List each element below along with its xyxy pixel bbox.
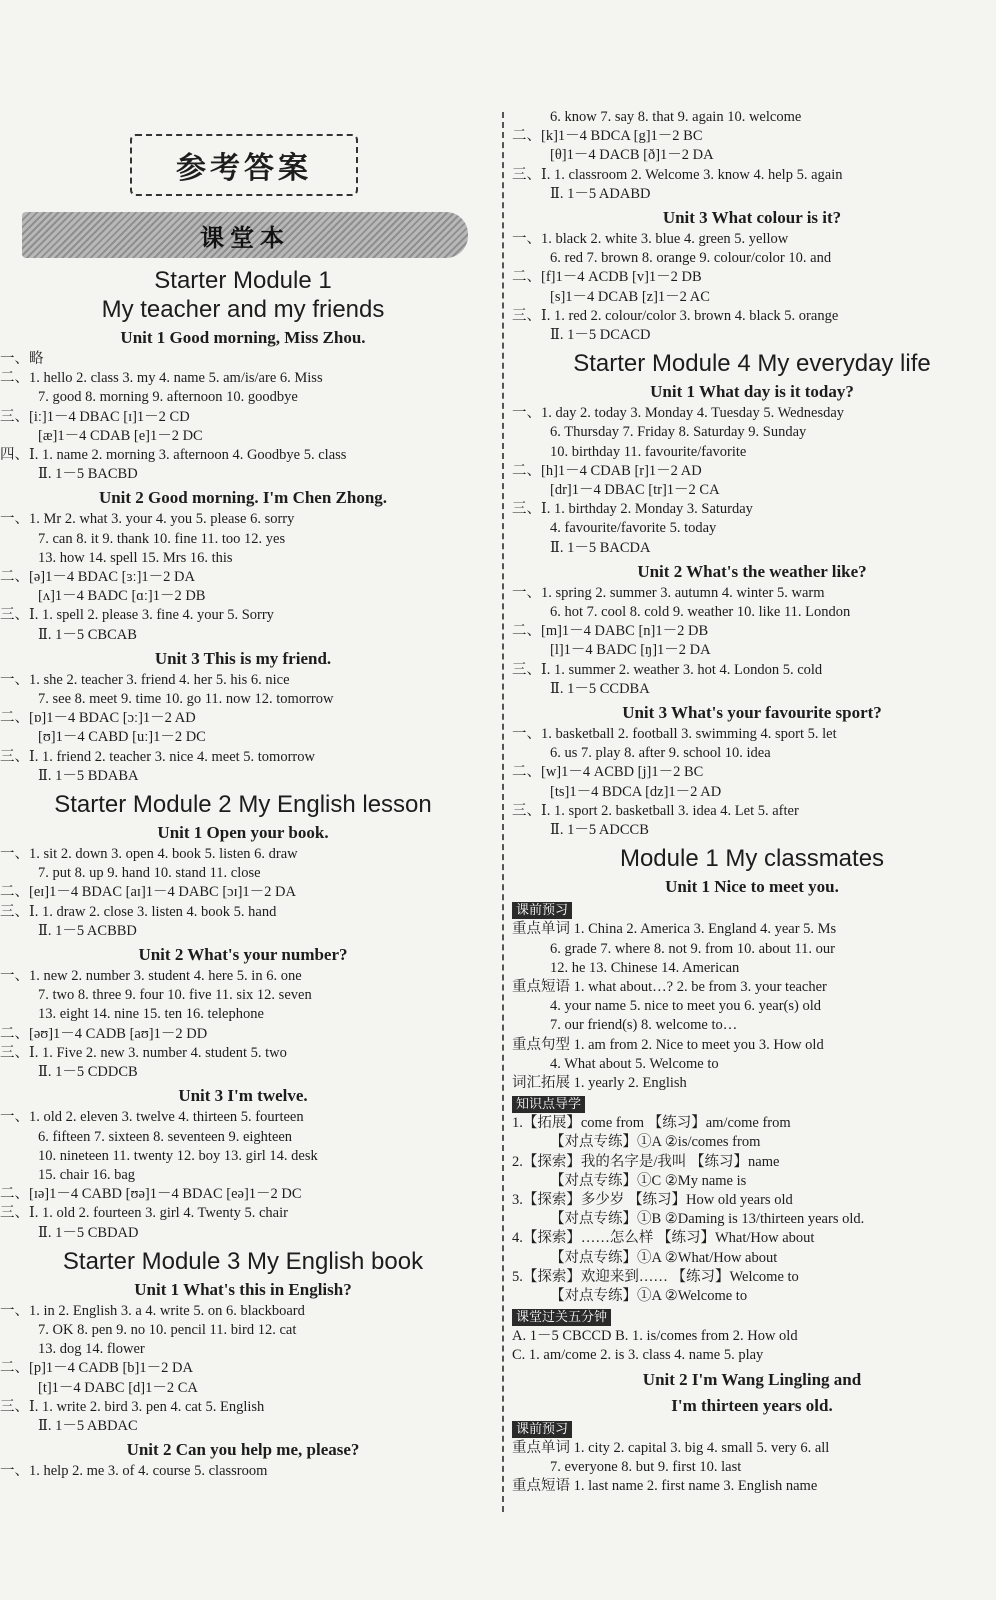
answer-line: 三、Ⅰ. 1. Five 2. new 3. number 4. student 5. two xyxy=(0,1044,287,1061)
answer-line: 一、略 xyxy=(0,351,44,367)
answer-block xyxy=(512,1327,992,1365)
answer-line: 一、1. new 2. number 3. student 4. here 5. in 6. one xyxy=(0,968,302,985)
answer-line: 一、1. Mr 2. what 3. your 4. you 5. please 6. sorry xyxy=(0,511,295,528)
answer-line: 重点句型 1. am from 2. Nice to meet you 3. How old xyxy=(512,1036,824,1053)
answer-line: 7. OK 8. pen 9. no 10. pencil 11. bird 12. cat xyxy=(38,1321,297,1338)
answer-line: 重点短语 1. last name 2. first name 3. English name xyxy=(512,1477,818,1494)
unit-heading: Unit 3 This is my friend. xyxy=(154,648,332,668)
answer-line: 7. everyone 8. but 9. first 10. last xyxy=(550,1458,742,1475)
answer-line: C. 1. am/come 2. is 3. class 4. name 5. play xyxy=(512,1347,764,1364)
answer-line: 二、[ə]1－4 BDAC [ɜː]1－2 DA xyxy=(0,569,195,586)
answer-line: 7. put 8. up 9. hand 10. stand 11. close xyxy=(38,865,261,882)
answer-line: [l]1－4 BADC [ŋ]1－2 DA xyxy=(550,642,711,659)
answer-line: Ⅱ. 1－5 CCDBA xyxy=(550,680,650,697)
answer-line: 二、[əʊ]1－4 CADB [aʊ]1－2 DD xyxy=(0,1025,208,1042)
answer-line: 二、[f]1－4 ACDB [v]1－2 DB xyxy=(512,269,702,286)
answer-line: 7. our friend(s) 8. welcome to… xyxy=(550,1017,738,1034)
answer-line: 二、1. hello 2. class 3. my 4. name 5. am/is/are 6. Miss xyxy=(0,370,323,387)
answer-line: 【对点专练】①B ②Daming is 13/thirteen years old. xyxy=(550,1211,865,1228)
answer-line: 1.【拓展】come from 【练习】am/come from xyxy=(512,1115,791,1132)
answer-line: 三、Ⅰ. 1. sport 2. basketball 3. idea 4. Let 5. after xyxy=(512,802,799,819)
answer-line: 三、Ⅰ. 1. summer 2. weather 3. hot 4. London 5. cold xyxy=(512,661,823,678)
answer-line: [s]1－4 DCAB [z]1－2 AC xyxy=(550,288,710,305)
unit-heading: Unit 1 Open your book. xyxy=(157,823,329,843)
answer-line: 词汇拓展 1. yearly 2. English xyxy=(512,1074,687,1091)
answer-line: 三、Ⅰ. 1. old 2. fourteen 3. girl 4. Twenty 5. chair xyxy=(0,1205,288,1222)
answer-line: 重点单词 1. city 2. capital 3. big 4. small 5. very 6. all xyxy=(512,1439,830,1456)
answer-block xyxy=(512,584,992,699)
section-banner: 课堂本 xyxy=(22,212,468,258)
class-check-tag: 课堂过关五分钟 xyxy=(512,1309,611,1326)
answer-block xyxy=(512,230,992,345)
answer-line: 12. he 13. Chinese 14. American xyxy=(550,959,740,976)
answer-line: 一、1. in 2. English 3. a 4. write 5. on 6. blackboard xyxy=(0,1302,305,1319)
answer-block xyxy=(512,108,992,204)
unit-heading: Unit 1 What's this in English? xyxy=(134,1279,352,1299)
answer-line: 2.【探索】我的名字是/我叫 【练习】name xyxy=(512,1153,780,1170)
answer-block xyxy=(0,845,486,941)
answer-line: 4.【探索】……怎么样 【练习】What/How about xyxy=(512,1230,815,1247)
answer-line: [t]1－4 DABC [d]1－2 CA xyxy=(38,1379,198,1396)
module-title: Starter Module 4 My everyday life xyxy=(573,350,931,378)
module-title: Starter Module 1 xyxy=(154,267,332,294)
answer-line: 5.【探索】欢迎来到…… 【练习】Welcome to xyxy=(512,1268,799,1285)
answer-line: A. 1－5 CBCCD B. 1. is/comes from 2. How old xyxy=(512,1328,798,1345)
answer-line: [æ]1－4 CDAB [e]1－2 DC xyxy=(38,427,203,444)
answer-line: 6. Thursday 7. Friday 8. Saturday 9. Sunday xyxy=(550,424,807,441)
answer-line: Ⅱ. 1－5 CBDAD xyxy=(38,1224,139,1241)
knowledge-tag: 知识点导学 xyxy=(512,1096,585,1113)
answer-line: 一、1. spring 2. summer 3. autumn 4. winter 5. warm xyxy=(512,584,825,601)
unit-heading-line-2: I'm thirteen years old. xyxy=(671,1395,833,1415)
answer-line: 6. grade 7. where 8. not 9. from 10. about 11. our xyxy=(550,940,835,957)
answer-line: Ⅱ. 1－5 ABDAC xyxy=(38,1417,138,1434)
answer-line: 6. us 7. play 8. after 9. school 10. idea xyxy=(550,745,771,762)
answer-block xyxy=(0,1302,486,1436)
answer-line: [dr]1－4 DBAC [tr]1－2 CA xyxy=(550,482,720,499)
answer-line: 二、[ɪə]1－4 CABD [ʊə]1－4 BDAC [eə]1－2 DC xyxy=(0,1186,302,1203)
answer-line: Ⅱ. 1－5 ACBBD xyxy=(38,922,137,939)
answer-line: 6. know 7. say 8. that 9. again 10. welcome xyxy=(550,109,802,125)
answer-block xyxy=(0,967,486,1082)
unit-heading: Unit 3 What colour is it? xyxy=(662,208,842,228)
answer-line: 一、1. old 2. eleven 3. twelve 4. thirteen 5. fourteen xyxy=(0,1109,304,1126)
answer-line: 二、[k]1－4 BDCA [g]1－2 BC xyxy=(512,128,703,145)
answer-line: Ⅱ. 1－5 BACDA xyxy=(550,539,651,556)
answer-line: 三、Ⅰ. 1. red 2. colour/color 3. brown 4. black 5. orange xyxy=(512,307,839,324)
module-title: Starter Module 2 My English lesson xyxy=(54,791,432,819)
answer-line: 重点短语 1. what about…? 2. be from 3. your teacher xyxy=(512,978,827,995)
answer-line: 二、[p]1－4 CADB [b]1－2 DA xyxy=(0,1360,193,1377)
answer-line: 三、Ⅰ. 1. birthday 2. Monday 3. Saturday xyxy=(512,501,753,518)
answer-line: 一、1. basketball 2. football 3. swimming 4. sport 5. let xyxy=(512,726,837,743)
answer-line: 二、[eɪ]1－4 BDAC [aɪ]1－4 DABC [ɔɪ]1－2 DA xyxy=(0,884,297,901)
module-title: Module 1 My classmates xyxy=(619,845,885,873)
answer-line: 4. your name 5. nice to meet you 6. year(s) old xyxy=(550,998,821,1015)
answer-line: 一、1. she 2. teacher 3. friend 4. her 5. his 6. nice xyxy=(0,671,290,688)
answer-line: 15. chair 16. bag xyxy=(38,1166,136,1183)
answer-line: 7. two 8. three 9. four 10. five 11. six 12. seven xyxy=(38,987,312,1004)
answer-line: [ʊ]1－4 CABD [uː]1－2 DC xyxy=(38,729,206,746)
answer-line: 10. birthday 11. favourite/favorite xyxy=(550,443,747,460)
module-subtitle: My teacher and my friends xyxy=(101,296,385,323)
answer-line: 一、1. help 2. me 3. of 4. course 5. classroom xyxy=(0,1463,268,1480)
column-divider xyxy=(502,112,504,1512)
answer-line: 二、[h]1－4 CDAB [r]1－2 AD xyxy=(512,462,702,479)
answer-line: 三、Ⅰ. 1. friend 2. teacher 3. nice 4. meet 5. tomorrow xyxy=(0,748,315,765)
answer-line: 3.【探索】多少岁 【练习】How old years old xyxy=(512,1191,793,1208)
answer-line: Ⅱ. 1－5 CBCAB xyxy=(38,626,137,643)
unit-heading: Unit 2 What's the weather like? xyxy=(637,561,867,581)
answer-block xyxy=(0,1462,486,1481)
answer-line: 一、1. day 2. today 3. Monday 4. Tuesday 5. Wednesday xyxy=(512,405,845,422)
answer-line: 6. hot 7. cool 8. cold 9. weather 10. like 11. London xyxy=(550,604,851,621)
unit-heading: Unit 2 Can you help me, please? xyxy=(126,1440,360,1460)
unit-heading: Unit 3 What's your favourite sport? xyxy=(622,703,882,723)
answer-line: Ⅱ. 1－5 DCACD xyxy=(550,327,651,344)
answer-block xyxy=(512,920,992,1093)
answer-line: 【对点专练】①C ②My name is xyxy=(550,1172,747,1189)
answer-line: 二、[ɒ]1－4 BDAC [ɔː]1－2 AD xyxy=(0,710,196,727)
answer-line: 10. nineteen 11. twenty 12. boy 13. girl 14. desk xyxy=(38,1147,318,1164)
answer-block xyxy=(512,1439,992,1497)
answer-line: Ⅱ. 1－5 CDDCB xyxy=(38,1064,138,1081)
answer-line: 一、1. black 2. white 3. blue 4. green 5. yellow xyxy=(512,231,789,248)
unit-heading: Unit 1 Good morning, Miss Zhou. xyxy=(120,328,366,347)
answer-line: 7. see 8. meet 9. time 10. go 11. now 12. tomorrow xyxy=(38,691,334,708)
answer-line: Ⅱ. 1－5 BACBD xyxy=(38,466,138,483)
answer-line: 6. fifteen 7. sixteen 8. seventeen 9. eighteen xyxy=(38,1128,293,1145)
answer-block xyxy=(512,1114,992,1306)
module-title: Starter Module 3 My English book xyxy=(62,1247,424,1275)
left-column xyxy=(0,108,486,1481)
answer-block xyxy=(0,671,486,786)
answer-line: 【对点专练】①A ②What/How about xyxy=(550,1249,778,1266)
answer-line: 四、Ⅰ. 1. name 2. morning 3. afternoon 4. Goodbye 5. class xyxy=(0,447,347,464)
answer-block xyxy=(512,725,992,840)
answer-line: 13. eight 14. nine 15. ten 16. telephone xyxy=(38,1006,264,1023)
preview-tag: 课前预习 xyxy=(512,902,572,919)
answer-line: Ⅱ. 1－5 ADCCB xyxy=(550,822,649,839)
answer-line: 一、1. sit 2. down 3. open 4. book 5. listen 6. draw xyxy=(0,846,298,863)
unit-heading: Unit 2 Good morning. I'm Chen Zhong. xyxy=(98,488,388,508)
answer-line: 4. What about 5. Welcome to xyxy=(550,1055,719,1072)
answer-block xyxy=(0,1108,486,1242)
answer-line: 三、Ⅰ. 1. write 2. bird 3. pen 4. cat 5. English xyxy=(0,1398,265,1415)
answer-key-title: 参考答案 xyxy=(130,134,358,196)
answer-line: [θ]1－4 DACB [ð]1－2 DA xyxy=(550,147,714,164)
answer-block xyxy=(512,404,992,558)
unit-heading: Unit 2 What's your number? xyxy=(138,945,348,965)
answer-line: Ⅱ. 1－5 BDABA xyxy=(38,767,139,784)
unit-heading: Unit 3 I'm twelve. xyxy=(178,1086,308,1106)
answer-line: 三、Ⅰ. 1. spell 2. please 3. fine 4. your 5. Sorry xyxy=(0,607,274,624)
preview-tag: 课前预习 xyxy=(512,1421,572,1438)
answer-block xyxy=(0,350,486,484)
unit-heading: Unit 2 I'm Wang Lingling and xyxy=(642,1369,862,1389)
answer-line: 13. how 14. spell 15. Mrs 16. this xyxy=(38,549,233,566)
answer-line: Ⅱ. 1－5 ADABD xyxy=(550,185,651,202)
answer-line: [ʌ]1－4 BADC [ɑː]1－2 DB xyxy=(38,588,206,605)
answer-line: 三、Ⅰ. 1. classroom 2. Welcome 3. know 4. help 5. again xyxy=(512,166,843,183)
answer-line: 7. good 8. morning 9. afternoon 10. goodbye xyxy=(38,389,298,406)
answer-line: 重点单词 1. China 2. America 3. England 4. year 5. Ms xyxy=(512,921,837,938)
unit-heading: Unit 1 Nice to meet you. xyxy=(665,877,839,897)
answer-line: 二、[m]1－4 DABC [n]1－2 DB xyxy=(512,623,709,640)
answer-line: 6. red 7. brown 8. orange 9. colour/color 10. and xyxy=(550,250,832,267)
answer-line: 7. can 8. it 9. thank 10. fine 11. too 12. yes xyxy=(38,530,286,547)
answer-block xyxy=(0,510,486,644)
answer-line: 【对点专练】①A ②is/comes from xyxy=(550,1134,761,1151)
answer-line: 二、[w]1－4 ACBD [j]1－2 BC xyxy=(512,764,704,781)
right-column xyxy=(512,108,992,1496)
answer-line: 三、Ⅰ. 1. draw 2. close 3. listen 4. book 5. hand xyxy=(0,903,277,920)
answer-line: [ts]1－4 BDCA [dz]1－2 AD xyxy=(550,783,722,800)
answer-line: 【对点专练】①A ②Welcome to xyxy=(550,1287,748,1304)
unit-heading: Unit 1 What day is it today? xyxy=(650,382,854,402)
answer-line: 13. dog 14. flower xyxy=(38,1341,145,1358)
answer-line: 4. favourite/favorite 5. today xyxy=(550,520,717,537)
answer-line: 三、[iː]1－4 DBAC [ɪ]1－2 CD xyxy=(0,408,190,425)
